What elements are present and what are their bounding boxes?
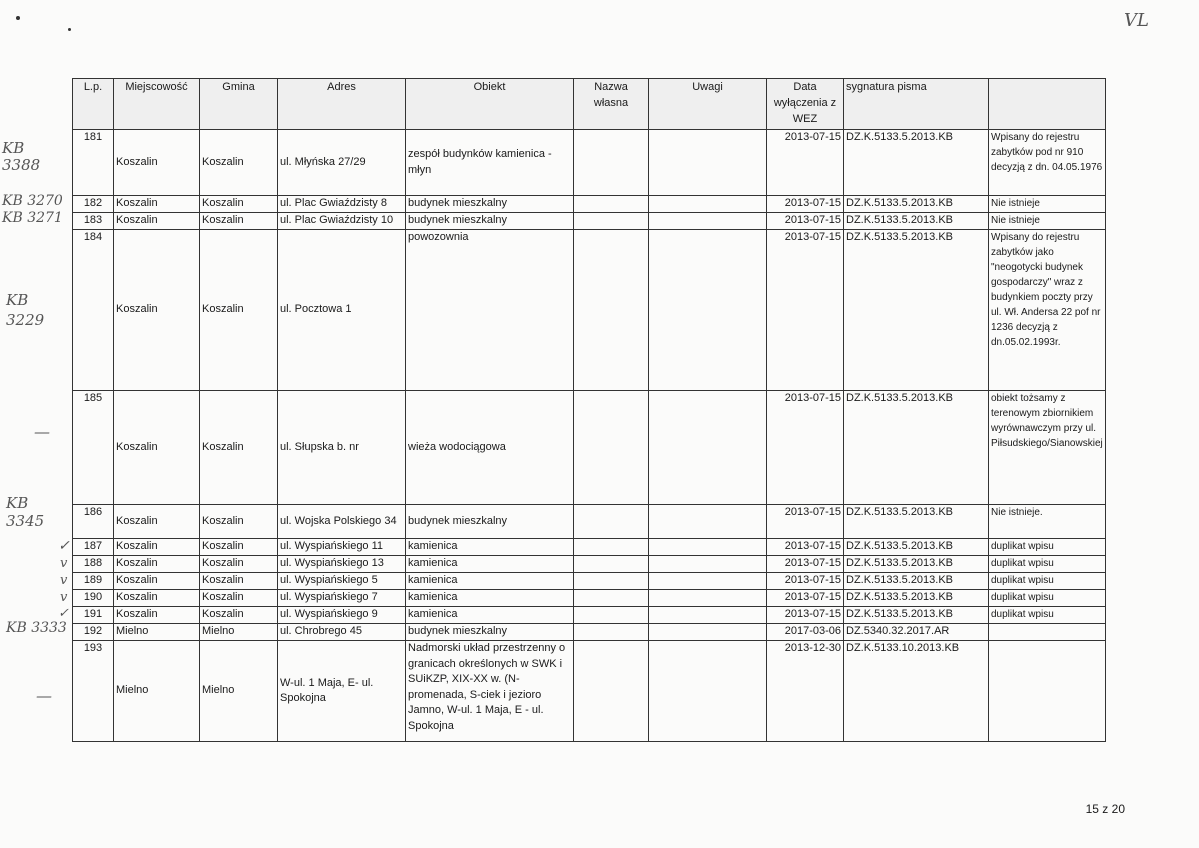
cell-lp: 187 <box>73 539 114 556</box>
cell-miejscowosc: Koszalin <box>114 539 200 556</box>
cell-lp: 182 <box>73 196 114 213</box>
cell-gmina: Koszalin <box>200 539 278 556</box>
cell-sygnatura: DZ.K.5133.5.2013.KB <box>844 130 989 196</box>
cell-uwagi2: Wpisany do rejestru zabytków jako "neogotycki budynek gospodarczy" wraz z budynkiem poczty przy ul. Wł. Andersa 22 pof nr 1236 decyzją z dn.05.02.1993r. <box>989 230 1106 391</box>
cell-miejscowosc: Mielno <box>114 624 200 641</box>
monument-exclusion-table <box>72 78 1106 742</box>
cell-nazwa <box>574 573 649 590</box>
table-row <box>73 573 1106 590</box>
cell-lp: 188 <box>73 556 114 573</box>
cell-adres: ul. Plac Gwiaździsty 8 <box>278 196 406 213</box>
cell-miejscowosc: Koszalin <box>114 556 200 573</box>
cell-uwagi <box>649 196 767 213</box>
cell-lp: 186 <box>73 505 114 539</box>
cell-uwagi <box>649 624 767 641</box>
cell-lp: 189 <box>73 573 114 590</box>
margin-check-191: ✓ <box>58 606 69 621</box>
header-adres: Adres <box>278 79 406 130</box>
cell-uwagi <box>649 641 767 742</box>
cell-uwagi2: Nie istnieje <box>989 213 1106 230</box>
cell-gmina: Koszalin <box>200 130 278 196</box>
table-row <box>73 607 1106 624</box>
cell-gmina: Koszalin <box>200 590 278 607</box>
cell-nazwa <box>574 624 649 641</box>
cell-gmina: Koszalin <box>200 573 278 590</box>
cell-uwagi2: duplikat wpisu <box>989 556 1106 573</box>
cell-nazwa <box>574 230 649 391</box>
cell-obiekt: kamienica <box>406 573 574 590</box>
cell-adres: W-ul. 1 Maja, E- ul. Spokojna <box>278 641 406 742</box>
cell-nazwa <box>574 607 649 624</box>
cell-miejscowosc: Koszalin <box>114 213 200 230</box>
cell-sygnatura: DZ.K.5133.5.2013.KB <box>844 573 989 590</box>
cell-adres: ul. Wyspiańskiego 7 <box>278 590 406 607</box>
margin-note-182: KB 3270 <box>2 193 63 209</box>
cell-data: 2013-07-15 <box>767 213 844 230</box>
cell-obiekt: budynek mieszkalny <box>406 624 574 641</box>
cell-uwagi2: duplikat wpisu <box>989 590 1106 607</box>
cell-adres: ul. Pocztowa 1 <box>278 230 406 391</box>
cell-sygnatura: DZ.K.5133.5.2013.KB <box>844 213 989 230</box>
cell-uwagi2: duplikat wpisu <box>989 607 1106 624</box>
table-row <box>73 391 1106 505</box>
cell-adres: ul. Wyspiańskiego 13 <box>278 556 406 573</box>
cell-miejscowosc: Koszalin <box>114 230 200 391</box>
cell-gmina: Koszalin <box>200 230 278 391</box>
cell-nazwa <box>574 641 649 742</box>
cell-nazwa <box>574 196 649 213</box>
header-obiekt: Obiekt <box>406 79 574 130</box>
cell-nazwa <box>574 391 649 505</box>
cell-obiekt: wieża wodociągowa <box>406 391 574 505</box>
cell-data: 2017-03-06 <box>767 624 844 641</box>
cell-nazwa <box>574 556 649 573</box>
cell-uwagi <box>649 391 767 505</box>
cell-obiekt: kamienica <box>406 556 574 573</box>
cell-nazwa <box>574 213 649 230</box>
cell-miejscowosc: Koszalin <box>114 590 200 607</box>
cell-uwagi2: Nie istnieje <box>989 196 1106 213</box>
cell-lp: 184 <box>73 230 114 391</box>
table-row <box>73 196 1106 213</box>
cell-miejscowosc: Koszalin <box>114 391 200 505</box>
cell-lp: 181 <box>73 130 114 196</box>
cell-data: 2013-07-15 <box>767 573 844 590</box>
cell-data: 2013-07-15 <box>767 196 844 213</box>
cell-data: 2013-07-15 <box>767 556 844 573</box>
cell-uwagi <box>649 590 767 607</box>
cell-data: 2013-07-15 <box>767 230 844 391</box>
cell-obiekt: kamienica <box>406 590 574 607</box>
cell-nazwa <box>574 505 649 539</box>
cell-miejscowosc: Koszalin <box>114 130 200 196</box>
cell-lp: 193 <box>73 641 114 742</box>
scan-dot <box>16 16 20 20</box>
cell-uwagi2: obiekt tożsamy z terenowym zbiornikiem wyrównawczym przy ul. Piłsudskiego/Sianowskiej <box>989 391 1106 505</box>
corner-initials: VL <box>1124 10 1149 31</box>
cell-adres: ul. Wyspiańskiego 5 <box>278 573 406 590</box>
cell-miejscowosc: Koszalin <box>114 196 200 213</box>
cell-obiekt: budynek mieszkalny <box>406 213 574 230</box>
table-row <box>73 505 1106 539</box>
cell-uwagi2: Wpisany do rejestru zabytków pod nr 910 decyzją z dn. 04.05.1976 <box>989 130 1106 196</box>
cell-sygnatura: DZ.K.5133.5.2013.KB <box>844 230 989 391</box>
table-row <box>73 539 1106 556</box>
page-number: 15 z 20 <box>1085 802 1125 816</box>
cell-miejscowosc: Koszalin <box>114 607 200 624</box>
cell-gmina: Koszalin <box>200 213 278 230</box>
margin-note-186: KB 3345 <box>6 494 45 530</box>
cell-uwagi <box>649 130 767 196</box>
margin-check-189: v <box>60 573 68 588</box>
cell-gmina: Mielno <box>200 624 278 641</box>
cell-uwagi <box>649 556 767 573</box>
cell-lp: 190 <box>73 590 114 607</box>
cell-sygnatura: DZ.K.5133.5.2013.KB <box>844 607 989 624</box>
cell-sygnatura: DZ.K.5133.5.2013.KB <box>844 590 989 607</box>
cell-adres: ul. Wyspiańskiego 11 <box>278 539 406 556</box>
cell-sygnatura: DZ.K.5133.10.2013.KB <box>844 641 989 742</box>
cell-sygnatura: DZ.K.5133.5.2013.KB <box>844 391 989 505</box>
cell-sygnatura: DZ.K.5133.5.2013.KB <box>844 556 989 573</box>
table-row <box>73 590 1106 607</box>
cell-lp: 192 <box>73 624 114 641</box>
scan-dot <box>68 28 71 31</box>
cell-adres: ul. Chrobrego 45 <box>278 624 406 641</box>
header-miejscowosc: Miejscowość <box>114 79 200 130</box>
cell-uwagi <box>649 213 767 230</box>
cell-nazwa <box>574 539 649 556</box>
margin-note-183: KB 3271 <box>2 210 63 226</box>
header-blank <box>989 79 1106 130</box>
cell-nazwa <box>574 590 649 607</box>
cell-gmina: Koszalin <box>200 196 278 213</box>
cell-obiekt: powozownia <box>406 230 574 391</box>
cell-obiekt: budynek mieszkalny <box>406 196 574 213</box>
cell-data: 2013-07-15 <box>767 130 844 196</box>
table-row <box>73 130 1106 196</box>
margin-dash-185: — <box>34 422 50 441</box>
cell-miejscowosc: Koszalin <box>114 505 200 539</box>
cell-uwagi <box>649 539 767 556</box>
margin-note-192: KB 3333 <box>6 620 67 636</box>
cell-uwagi <box>649 607 767 624</box>
cell-uwagi2: duplikat wpisu <box>989 573 1106 590</box>
cell-uwagi <box>649 573 767 590</box>
cell-sygnatura: DZ.K.5133.5.2013.KB <box>844 196 989 213</box>
cell-lp: 183 <box>73 213 114 230</box>
cell-sygnatura: DZ.5340.32.2017.AR <box>844 624 989 641</box>
cell-gmina: Mielno <box>200 641 278 742</box>
header-uwagi: Uwagi <box>649 79 767 130</box>
cell-uwagi2: duplikat wpisu <box>989 539 1106 556</box>
cell-data: 2013-07-15 <box>767 505 844 539</box>
margin-note-184: KB 3229 <box>6 291 45 329</box>
cell-gmina: Koszalin <box>200 391 278 505</box>
header-lp: L.p. <box>73 79 114 130</box>
table-row <box>73 213 1106 230</box>
margin-check-187: ✓ <box>58 538 70 554</box>
cell-uwagi2 <box>989 641 1106 742</box>
table-row <box>73 556 1106 573</box>
cell-lp: 191 <box>73 607 114 624</box>
cell-gmina: Koszalin <box>200 607 278 624</box>
header-data: Data wyłączenia z WEZ <box>767 79 844 130</box>
cell-data: 2013-07-15 <box>767 590 844 607</box>
margin-note-181: KB 3388 <box>2 139 41 174</box>
cell-data: 2013-12-30 <box>767 641 844 742</box>
cell-nazwa <box>574 130 649 196</box>
margin-check-190: v <box>60 590 68 605</box>
header-nazwa: Nazwa własna <box>574 79 649 130</box>
cell-adres: ul. Wyspiańskiego 9 <box>278 607 406 624</box>
header-gmina: Gmina <box>200 79 278 130</box>
cell-gmina: Koszalin <box>200 505 278 539</box>
cell-miejscowosc: Koszalin <box>114 573 200 590</box>
cell-adres: ul. Młyńska 27/29 <box>278 130 406 196</box>
table-row <box>73 624 1106 641</box>
cell-obiekt: kamienica <box>406 607 574 624</box>
cell-data: 2013-07-15 <box>767 607 844 624</box>
cell-uwagi <box>649 230 767 391</box>
cell-adres: ul. Plac Gwiaździsty 10 <box>278 213 406 230</box>
cell-uwagi2 <box>989 624 1106 641</box>
cell-sygnatura: DZ.K.5133.5.2013.KB <box>844 539 989 556</box>
cell-obiekt: Nadmorski układ przestrzenny o granicach określonych w SWK i SUiKZP, XIX-XX w. (N- promenada, S-ciek i jezioro Jamno, W-ul. 1 Maja, E - ul. Spokojna <box>406 641 574 742</box>
header-sygnatura: sygnatura pisma <box>844 79 989 130</box>
cell-uwagi2: Nie istnieje. <box>989 505 1106 539</box>
cell-sygnatura: DZ.K.5133.5.2013.KB <box>844 505 989 539</box>
table-row <box>73 230 1106 391</box>
cell-data: 2013-07-15 <box>767 391 844 505</box>
header-row <box>73 79 1106 130</box>
cell-obiekt: budynek mieszkalny <box>406 505 574 539</box>
margin-dash-193: — <box>36 686 52 705</box>
cell-lp: 185 <box>73 391 114 505</box>
cell-obiekt: zespół budynków kamienica - młyn <box>406 130 574 196</box>
cell-gmina: Koszalin <box>200 556 278 573</box>
cell-miejscowosc: Mielno <box>114 641 200 742</box>
margin-check-188: v <box>60 556 68 571</box>
cell-adres: ul. Słupska b. nr <box>278 391 406 505</box>
cell-uwagi <box>649 505 767 539</box>
cell-obiekt: kamienica <box>406 539 574 556</box>
table-row <box>73 641 1106 742</box>
cell-data: 2013-07-15 <box>767 539 844 556</box>
cell-adres: ul. Wojska Polskiego 34 <box>278 505 406 539</box>
